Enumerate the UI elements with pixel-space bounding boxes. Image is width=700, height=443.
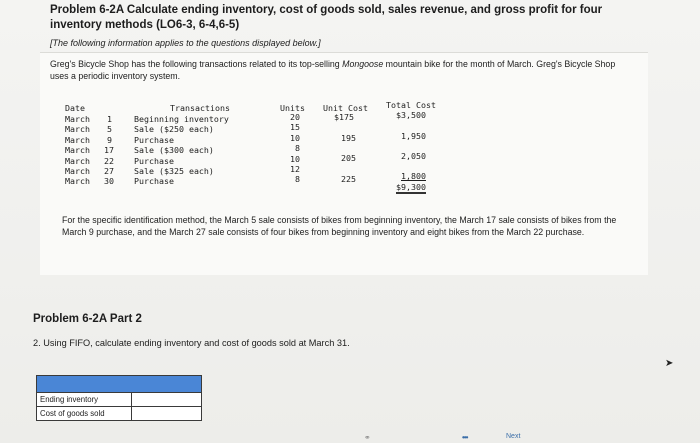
- ending-inventory-input[interactable]: [132, 393, 202, 407]
- row-4-month: March: [65, 145, 90, 156]
- row-1-transaction: Beginning inventory: [134, 114, 229, 124]
- row-2-day: 5: [107, 124, 112, 135]
- row-7-transaction: Purchase: [134, 176, 174, 187]
- cogs-label: Cost of goods sold: [37, 407, 132, 421]
- row-7-unit-cost: 225: [341, 174, 356, 184]
- intro-post: mountain bike for the month of March. Greg's Bicycle Shop uses a periodic inventory system.: [50, 59, 616, 81]
- header-total-cost: Total Cost: [386, 100, 436, 110]
- problem-title: Problem 6-2A Calculate ending inventory, cost of goods sold, sales revenue, and gross profit for four inventory methods (LO6-3, 6-4,6-5): [50, 4, 603, 31]
- header-unit-cost: Unit Cost: [323, 103, 368, 113]
- row-7-month: March: [65, 176, 90, 187]
- answer-table: [36, 375, 202, 421]
- row-1-total-cost: $3,500: [396, 110, 426, 120]
- header-date: Date: [65, 103, 85, 113]
- specific-identification-text: For the specific identification method, the March 5 sale consists of bikes from beginning inventory, the March 17 sale consists of bikes from the March 9 purchase, and the March 27 sale consists of four bikes from beginning inventory and eight bikes from the March 22 purchase.: [62, 215, 617, 237]
- row-2-units: 15: [290, 122, 300, 133]
- row-3-units: 10: [290, 132, 300, 143]
- total-cost-sum: $9,300: [396, 182, 426, 194]
- intro-pre: Greg's Bicycle Shop has the following transactions related to its top-selling: [50, 59, 343, 69]
- header-units: Units: [280, 103, 305, 113]
- intro-text: [50, 58, 620, 82]
- row-3-day: 9: [107, 134, 112, 145]
- row-1-month: March: [65, 114, 90, 124]
- row-7-units: 8: [295, 174, 300, 185]
- row-6-month: March: [65, 166, 90, 176]
- info-panel: [40, 52, 648, 275]
- row-4-units: 8: [295, 143, 300, 154]
- row-4-day: 17: [104, 145, 114, 156]
- row-3-transaction: Purchase: [134, 134, 174, 145]
- header-transactions: Transactions: [170, 103, 230, 113]
- grid-dots-icon[interactable]: •••: [462, 433, 468, 442]
- row-1-units: 20: [290, 112, 300, 122]
- row-6-day: 27: [104, 166, 114, 176]
- row-7-total-cost: 1,800: [401, 171, 426, 181]
- answer-row-ending-inventory: [37, 393, 202, 407]
- intro-brand: Mongoose: [342, 59, 384, 69]
- cogs-input[interactable]: [132, 407, 202, 421]
- row-5-month: March: [65, 155, 90, 166]
- row-5-unit-cost: 205: [341, 153, 356, 163]
- row-3-total-cost: 1,950: [401, 130, 426, 141]
- row-5-total-cost: 2,050: [401, 151, 426, 161]
- row-7-day: 30: [104, 176, 114, 187]
- row-5-units: 10: [290, 153, 300, 164]
- row-6-units: 12: [290, 164, 300, 174]
- ending-inventory-label: Ending inventory: [37, 393, 132, 407]
- link-icon[interactable]: ⚭: [364, 433, 371, 442]
- info-note: [The following information applies to the questions displayed below.]: [50, 38, 321, 48]
- row-5-transaction: Purchase: [134, 155, 174, 166]
- row-5-day: 22: [104, 155, 114, 166]
- answer-row-cogs: [37, 407, 202, 421]
- row-1-day: 1: [107, 114, 112, 124]
- question-text: 2. Using FIFO, calculate ending inventory and cost of goods sold at March 31.: [33, 338, 350, 348]
- row-2-transaction: Sale ($250 each): [134, 124, 214, 135]
- row-4-transaction: Sale ($300 each): [134, 145, 214, 156]
- row-2-month: March: [65, 124, 90, 135]
- row-1-unit-cost: $175: [334, 112, 354, 122]
- next-button[interactable]: Next: [506, 433, 521, 440]
- row-3-unit-cost: 195: [341, 132, 356, 143]
- part-title: Problem 6-2A Part 2: [33, 313, 142, 325]
- answer-header-cell: [37, 376, 202, 393]
- arrow-pointer-icon: ➤: [665, 358, 674, 369]
- row-3-month: March: [65, 134, 90, 145]
- row-6-transaction: Sale ($325 each): [134, 166, 214, 176]
- answer-table-header: [37, 376, 202, 393]
